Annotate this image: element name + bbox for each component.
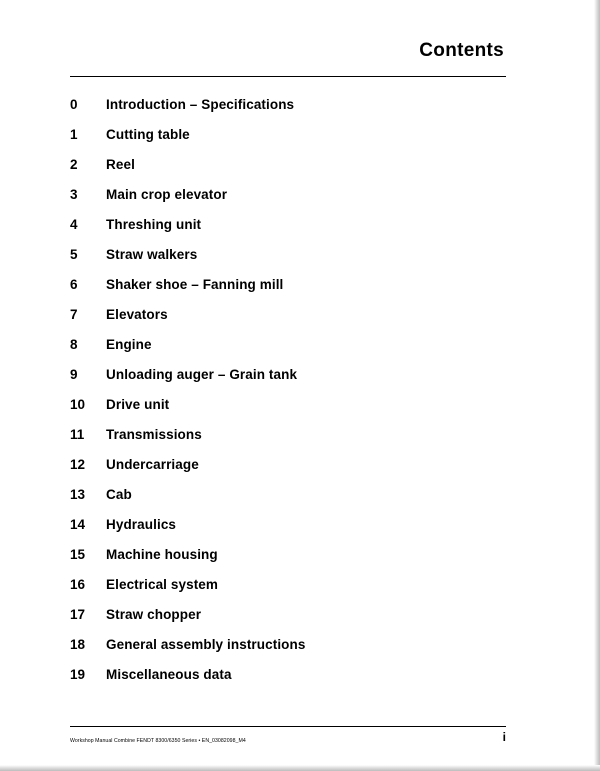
toc-entry-number: 5	[70, 247, 78, 262]
toc-entry-label: Reel	[106, 157, 135, 172]
toc-entry-number: 6	[70, 277, 78, 292]
page-edge-shadow-bottom	[0, 765, 600, 771]
toc-entry-label: Unloading auger – Grain tank	[106, 367, 298, 382]
toc-entry-label: Undercarriage	[106, 457, 199, 472]
list-item[interactable]	[70, 337, 506, 367]
page-edge-shadow-right	[594, 0, 600, 771]
list-item[interactable]	[70, 457, 506, 487]
list-item[interactable]	[70, 307, 506, 337]
toc-entry-label: Miscellaneous data	[106, 667, 232, 682]
toc-entry-number: 3	[70, 187, 78, 202]
list-item[interactable]	[70, 517, 506, 547]
footer-document-reference: Workshop Manual Combine FENDT 8300/6350 Series • EN_03082098_M4	[70, 738, 246, 744]
list-item[interactable]	[70, 97, 506, 127]
toc-entry-label: Elevators	[106, 307, 168, 322]
list-item[interactable]	[70, 247, 506, 277]
toc-entry-number: 18	[70, 637, 86, 652]
toc-entry-label: Drive unit	[106, 397, 170, 412]
toc-entry-label: Electrical system	[106, 577, 219, 592]
toc-entry-label: Straw walkers	[106, 247, 198, 262]
list-item[interactable]	[70, 577, 506, 607]
toc-entry-number: 13	[70, 487, 86, 502]
toc-entry-label: Cutting table	[106, 127, 190, 142]
toc-entry-number: 7	[70, 307, 78, 322]
list-item[interactable]	[70, 667, 506, 697]
toc-entry-number: 0	[70, 97, 78, 112]
toc-entry-label: Transmissions	[106, 427, 202, 442]
list-item[interactable]	[70, 487, 506, 517]
toc-entry-label: General assembly instructions	[106, 637, 306, 652]
list-item[interactable]	[70, 547, 506, 577]
list-item[interactable]	[70, 277, 506, 307]
toc-entry-number: 19	[70, 667, 86, 682]
toc-entry-number: 11	[70, 427, 85, 442]
list-item[interactable]	[70, 367, 506, 397]
toc-entry-number: 9	[70, 367, 78, 382]
list-item[interactable]	[70, 637, 506, 667]
toc-entry-number: 8	[70, 337, 78, 352]
toc-entry-number: 17	[70, 607, 86, 622]
page-footer	[70, 726, 506, 744]
toc-entry-label: Engine	[106, 337, 152, 352]
toc-entry-label: Introduction – Specifications	[106, 97, 295, 112]
toc-entry-number: 15	[70, 547, 86, 562]
toc-entry-label: Main crop elevator	[106, 187, 228, 202]
toc-entry-label: Cab	[106, 487, 132, 502]
list-item[interactable]	[70, 607, 506, 637]
toc-entry-number: 2	[70, 157, 78, 172]
list-item[interactable]	[70, 397, 506, 427]
toc-entry-number: 10	[70, 397, 86, 412]
page-title: Contents	[419, 40, 504, 61]
toc-entry-label: Straw chopper	[106, 607, 202, 622]
toc-entry-label: Threshing unit	[106, 217, 202, 232]
list-item[interactable]	[70, 217, 506, 247]
toc-entry-label: Machine housing	[106, 547, 218, 562]
page-content	[70, 40, 506, 697]
list-item[interactable]	[70, 427, 506, 457]
toc-entry-number: 4	[70, 217, 78, 232]
toc-entry-number: 16	[70, 577, 86, 592]
title-divider	[70, 76, 506, 77]
list-item[interactable]	[70, 157, 506, 187]
toc-entry-label: Hydraulics	[106, 517, 177, 532]
page-number: i	[502, 730, 506, 744]
toc-entry-number: 1	[70, 127, 78, 142]
toc-entry-number: 12	[70, 457, 86, 472]
list-item[interactable]	[70, 127, 506, 157]
list-item[interactable]	[70, 187, 506, 217]
footer-divider	[70, 726, 506, 727]
toc-entry-label: Shaker shoe – Fanning mill	[106, 277, 284, 292]
table-of-contents	[70, 97, 506, 697]
toc-entry-number: 14	[70, 517, 86, 532]
